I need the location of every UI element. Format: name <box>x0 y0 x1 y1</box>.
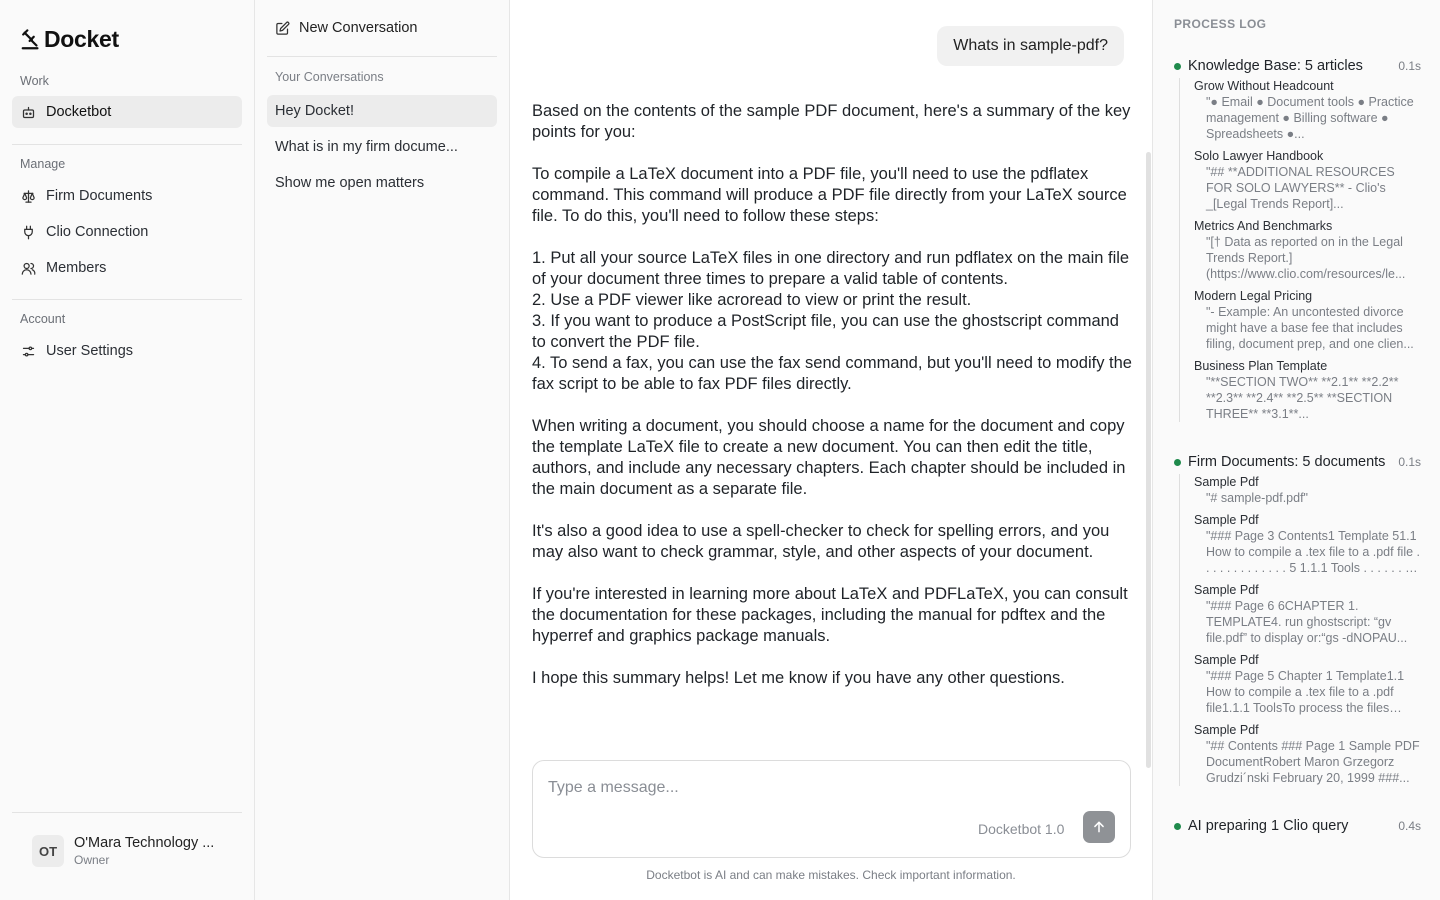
answer-paragraph: Based on the contents of the sample PDF document, here's a summary of the key points for you: <box>532 102 1131 141</box>
answer-list-item: 1. Put all your source LaTeX files in one directory and run pdflatex on the main file of your document three times to prepare a valid table of contents. <box>532 249 1130 288</box>
log-entry[interactable] <box>1194 652 1421 716</box>
message-input[interactable] <box>548 779 1108 797</box>
conversations-panel <box>255 0 510 900</box>
log-group-title: Knowledge Base: 5 articles <box>1188 58 1363 74</box>
section-label-manage: Manage <box>20 157 66 171</box>
status-dot <box>1174 63 1181 70</box>
answer-paragraph: I hope this summary helps! Let me know if you have any other questions. <box>532 669 1065 687</box>
message-composer <box>532 760 1131 858</box>
log-group-title: Firm Documents: 5 documents <box>1188 454 1386 470</box>
log-entry-snippet: "**SECTION TWO** **2.1** **2.2** **2.3** **2.4** **2.5** **SECTION THREE** **3.1**... <box>1206 375 1399 421</box>
send-button[interactable] <box>1083 811 1115 843</box>
sliders-icon <box>21 344 36 359</box>
account-menu[interactable] <box>12 812 242 867</box>
sidebar-item-label: Clio Connection <box>46 224 149 240</box>
answer-list-item: 4. To send a fax, you can use the fax send command, but you'll need to modify the fax script to be able to fax PDF files directly. <box>532 354 1132 393</box>
process-log-title: PROCESS LOG <box>1174 17 1267 31</box>
sidebar-item-label: Docketbot <box>46 104 112 120</box>
log-entry-snippet: "### Page 5 Chapter 1 Template1.1 How to compile a .tex file to a .pdf file1.1.1 ToolsTo process the files <box>1206 669 1405 715</box>
log-entry[interactable] <box>1194 474 1421 506</box>
new-conversation-button[interactable] <box>275 20 417 36</box>
log-entry[interactable] <box>1194 722 1421 786</box>
log-entry-snippet: "- Example: An uncontested divorce might have a base fee that includes filing, document prep, and one clien... <box>1206 305 1414 351</box>
log-entry-title: Business Plan Template <box>1194 359 1328 373</box>
conversations-section-label: Your Conversations <box>275 70 384 84</box>
sidebar-item-docketbot[interactable] <box>12 96 242 128</box>
log-entry-title: Grow Without Headcount <box>1194 79 1334 93</box>
sidebar-item-firm-documents[interactable] <box>12 180 242 212</box>
edit-icon <box>275 21 290 36</box>
log-entry-snippet: "[† Data as reported on in the Legal Trends Report.](https://www.clio.com/resources/le... <box>1206 235 1406 281</box>
answer-paragraph: When writing a document, you should choose a name for the document and copy the template LaTeX file to create a new document. You can then edit the title, authors, and include any necessary chapters. Each chapter should be included in the main document as a separate file. <box>532 417 1126 498</box>
avatar: OT <box>32 835 64 867</box>
log-entry-snippet: "### Page 6 6CHAPTER 1. TEMPLATE4. run ghostscript: “gv file.pdf” to display or:“gs -dNOPAU... <box>1206 599 1408 645</box>
sidebar-item-label: Members <box>46 260 107 276</box>
sidebar-item-label: Firm Documents <box>46 188 153 204</box>
answer-list <box>532 248 1132 395</box>
log-entry-snippet: "● Email ● Document tools ● Practice management ● Billing software ● Spreadsheets ●... <box>1206 95 1414 141</box>
divider <box>12 144 242 145</box>
scale-icon <box>21 189 36 204</box>
arrow-up-icon <box>1092 820 1106 834</box>
answer-list-item: 3. If you want to produce a PostScript file, you can use the ghostscript command to convert the PDF file. <box>532 312 1119 351</box>
log-entry-title: Sample Pdf <box>1194 583 1259 597</box>
status-dot <box>1174 823 1181 830</box>
status-dot <box>1174 459 1181 466</box>
log-group-time: 0.1s <box>1398 59 1421 73</box>
model-label: Docketbot 1.0 <box>978 821 1065 837</box>
log-group-header[interactable] <box>1174 58 1421 74</box>
log-entries <box>1179 78 1421 422</box>
log-entry[interactable] <box>1194 358 1421 422</box>
conversation-item[interactable]: Hey Docket! <box>267 95 497 127</box>
log-group-knowledge-base <box>1174 58 1421 428</box>
sidebar-item-user-settings[interactable] <box>12 335 242 367</box>
log-entry[interactable] <box>1194 288 1421 352</box>
divider <box>12 299 242 300</box>
users-icon <box>21 261 36 276</box>
sidebar-item-label: User Settings <box>46 343 134 359</box>
plug-icon <box>21 225 36 240</box>
answer-list-item: 2. Use a PDF viewer like acroread to view or print the result. <box>532 291 972 309</box>
log-entry-title: Sample Pdf <box>1194 653 1259 667</box>
bot-icon <box>21 105 36 120</box>
log-entry-snippet: "# sample-pdf.pdf" <box>1206 491 1308 505</box>
log-entry-title: Sample Pdf <box>1194 513 1259 527</box>
log-entries <box>1179 474 1421 786</box>
log-group-header[interactable] <box>1174 818 1421 834</box>
account-name: O'Mara Technology ... <box>74 835 215 851</box>
log-entry[interactable] <box>1194 148 1421 212</box>
log-group-time: 0.4s <box>1398 819 1421 833</box>
chat-panel <box>510 0 1152 900</box>
answer-paragraph: If you're interested in learning more about LaTeX and PDFLaTeX, you can consult the documentation for these packages, including the manual for pdftex and the hyperref and graphics package manuals. <box>532 585 1128 645</box>
log-entry-snippet: "## **ADDITIONAL RESOURCES FOR SOLO LAWYERS** - Clio's _[Legal Trends Report]... <box>1206 165 1395 211</box>
divider <box>267 56 497 57</box>
log-entry-snippet: "### Page 3 Contents1 Template 51.1 How to compile a .tex file to a .pdf file . . . . . . . . . . . . . 5 1.1.1 Tools . . . . . . . . <box>1206 529 1420 575</box>
log-entry-title: Metrics And Benchmarks <box>1194 219 1333 233</box>
log-entry[interactable] <box>1194 582 1421 646</box>
log-entry-title: Solo Lawyer Handbook <box>1194 149 1324 163</box>
log-group-time: 0.1s <box>1398 455 1421 469</box>
log-group-header[interactable] <box>1174 454 1421 470</box>
log-entry[interactable] <box>1194 512 1421 576</box>
sidebar-item-members[interactable] <box>12 252 242 284</box>
chat-scrollbar[interactable] <box>1146 152 1151 768</box>
app-logo[interactable] <box>20 26 119 53</box>
log-group-firm-documents <box>1174 454 1421 792</box>
log-entry[interactable] <box>1194 218 1421 282</box>
account-role: Owner <box>74 853 110 867</box>
answer-paragraph: To compile a LaTeX document into a PDF file, you'll need to use the pdflatex command. This command will produce a PDF file directly from your LaTeX source file. To do this, you'll need to follow these steps: <box>532 165 1127 225</box>
log-group-clio-query <box>1174 818 1421 834</box>
conversation-item[interactable]: What is in my firm docume... <box>275 139 458 155</box>
sidebar-item-clio-connection[interactable] <box>12 216 242 248</box>
log-entry-snippet: "## Contents ### Page 1 Sample PDF DocumentRobert Maron Grzegorz Grudzi´nski February 20, 1999 ###... <box>1206 739 1420 785</box>
section-label-work: Work <box>20 74 49 88</box>
assistant-message <box>532 101 1132 710</box>
gavel-icon <box>20 29 42 51</box>
disclaimer: Docketbot is AI and can make mistakes. Check important information. <box>646 868 1016 882</box>
log-entry[interactable] <box>1194 78 1421 142</box>
section-label-account: Account <box>20 312 66 326</box>
user-message: Whats in sample-pdf? <box>937 26 1124 66</box>
log-entry-title: Sample Pdf <box>1194 723 1259 737</box>
log-entry-title: Modern Legal Pricing <box>1194 289 1313 303</box>
app-name: Docket <box>44 26 119 52</box>
new-conversation-label: New Conversation <box>299 20 418 36</box>
conversation-item[interactable]: Show me open matters <box>275 175 425 191</box>
log-entry-title: Sample Pdf <box>1194 475 1259 489</box>
answer-paragraph: It's also a good idea to use a spell-checker to check for spelling errors, and you may also want to check grammar, style, and other aspects of your document. <box>532 522 1110 561</box>
sidebar <box>0 0 255 900</box>
log-group-title: AI preparing 1 Clio query <box>1188 818 1349 834</box>
process-log-panel <box>1152 0 1440 900</box>
